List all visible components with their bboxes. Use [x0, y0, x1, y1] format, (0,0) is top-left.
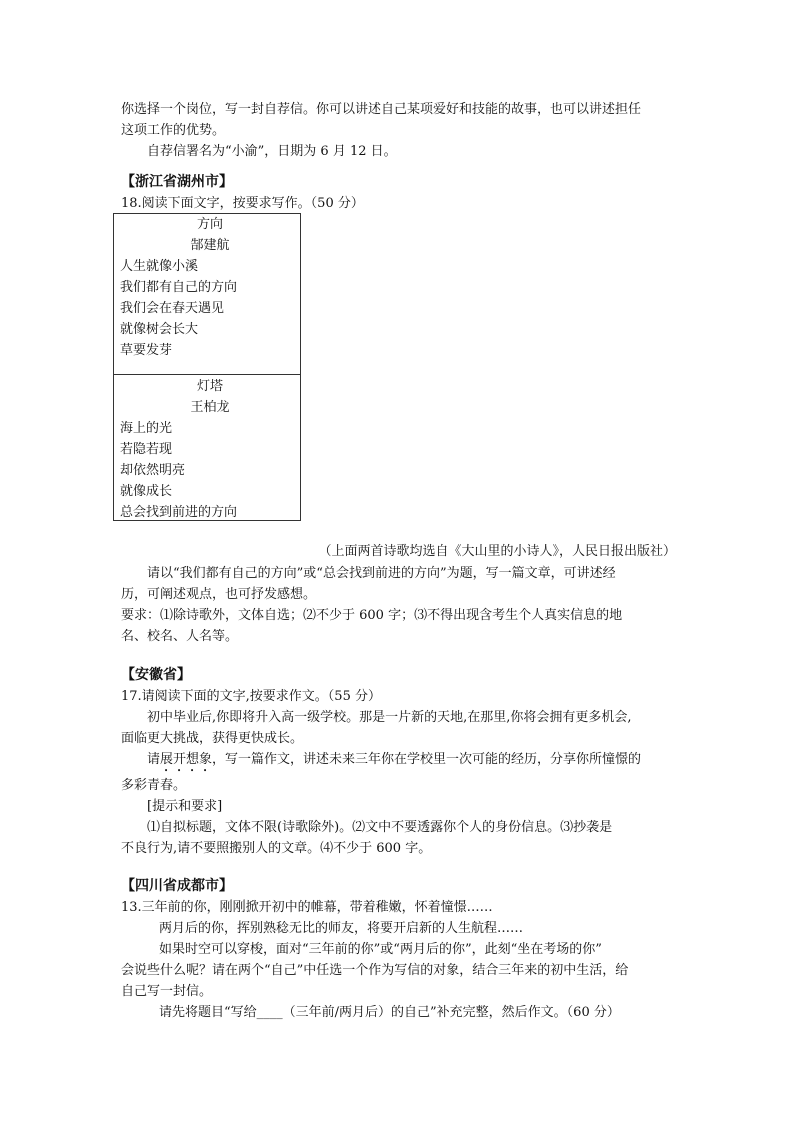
poem-line: 我们都有自己的方向 — [120, 280, 238, 295]
poem-line: 就像树会长大 — [120, 322, 199, 337]
chengdu-line-2: 两月后的你，挥别熟稔无比的师友，将要开启新的人生航程…… — [159, 921, 524, 936]
chengdu-line-4: 请先将题目“写给____（三年前/两月后）的自己”补充完整，然后作文。（60 分） — [159, 1005, 620, 1020]
poem-title: 灯塔 — [196, 379, 223, 394]
poem-line: 若隐若现 — [120, 442, 173, 457]
requirement-line-2: 名、校名、人名等。 — [121, 629, 239, 644]
intro-line-3: 自荐信署名为“小渝”，日期为 6 月 12 日。 — [147, 144, 397, 159]
poem-line: 草要发芽 — [120, 343, 173, 358]
question-17: 17.请阅读下面的文字,按要求作文。（55 分） — [121, 689, 381, 704]
requirement-line-1: 要求：⑴除诗歌外，文体自选；⑵不少于 600 字；⑶不得出现含考生个人真实信息的地 — [121, 608, 623, 623]
poem-title: 方向 — [196, 217, 223, 232]
intro-line-1: 你选择一个岗位，写一封自荐信。你可以讲述自己某项爱好和技能的故事，也可以讲述担任 — [121, 102, 642, 117]
anhui-tip-2: 不良行为,请不要照搬别人的文章。⑷不少于 600 字。 — [121, 841, 432, 856]
poem-author: 王柏龙 — [190, 400, 230, 415]
anhui-para-1a: 初中毕业后,你即将升入高一级学校。那是一片新的天地,在那里,你将会拥有更多机会, — [147, 710, 632, 725]
chengdu-section — [121, 876, 676, 1023]
poem-direction — [114, 214, 300, 375]
poem-line: 人生就像小溪 — [120, 259, 199, 274]
region-heading-anhui: 【安徽省】 — [121, 667, 191, 683]
intro-section — [121, 99, 676, 162]
question-18: 18.阅读下面文字，按要求写作。（50 分） — [121, 196, 364, 211]
poem-source: （上面两首诗歌均选自《大山里的小诗人》，人民日报出版社） — [318, 544, 676, 559]
region-heading-huzhou: 【浙江省湖州市】 — [121, 174, 233, 190]
poem-lighthouse — [114, 375, 300, 523]
emphasis-text: 展开想象 — [160, 752, 213, 767]
chengdu-line-3a: 如果时空可以穿梭，面对“三年前的你”或“两月后的你”，此刻“坐在考场的你” — [159, 942, 602, 957]
poem-line: 总会找到前进的方向 — [120, 505, 238, 520]
anhui-para-2a-pre: 请 — [147, 752, 161, 767]
anhui-tips: [提示和要求] — [147, 799, 223, 814]
poem-author: 郜建航 — [190, 238, 230, 253]
anhui-tip-1: ⑴自拟标题，文体不限(诗歌除外)。⑵文中不要透露你个人的身份信息。⑶抄袭是 — [147, 820, 613, 835]
poem-line: 却依然明亮 — [120, 463, 186, 478]
prompt-line-1: 请以“我们都有自己的方向”或“总会找到前进的方向”为题，写一篇文章，可讲述经 — [147, 566, 616, 581]
intro-line-2: 这项工作的优势。 — [121, 123, 226, 138]
anhui-para-1b: 面临更大挑战，获得更快成长。 — [121, 731, 304, 746]
question-13: 13.三年前的你，刚刚掀开初中的帷幕，带着稚嫩，怀着憧憬…… — [121, 900, 493, 915]
poem-line: 我们会在春天遇见 — [120, 301, 225, 316]
huzhou-prompt — [121, 563, 676, 647]
chengdu-line-3b: 会说些什么呢？请在两个“自己”中任选一个作为写信的对象，结合三年来的初中生活，给 — [121, 963, 629, 978]
anhui-section — [121, 665, 676, 859]
poem-line: 就像成长 — [120, 484, 173, 499]
prompt-line-2: 历，可阐述观点，也可抒发感想。 — [121, 587, 317, 602]
anhui-para-2b: 多彩青春。 — [121, 778, 187, 793]
chengdu-line-3c: 自己写一封信。 — [121, 984, 213, 999]
anhui-para-2a — [121, 749, 676, 775]
anhui-para-2a-post: ，写一篇作文，讲述未来三年你在学校里一次可能的经历，分享你所憧憬的 — [212, 752, 642, 767]
poem-box — [113, 213, 301, 521]
region-heading-chengdu: 【四川省成都市】 — [121, 878, 233, 894]
poem-line: 海上的光 — [120, 421, 173, 436]
huzhou-section — [121, 172, 676, 214]
